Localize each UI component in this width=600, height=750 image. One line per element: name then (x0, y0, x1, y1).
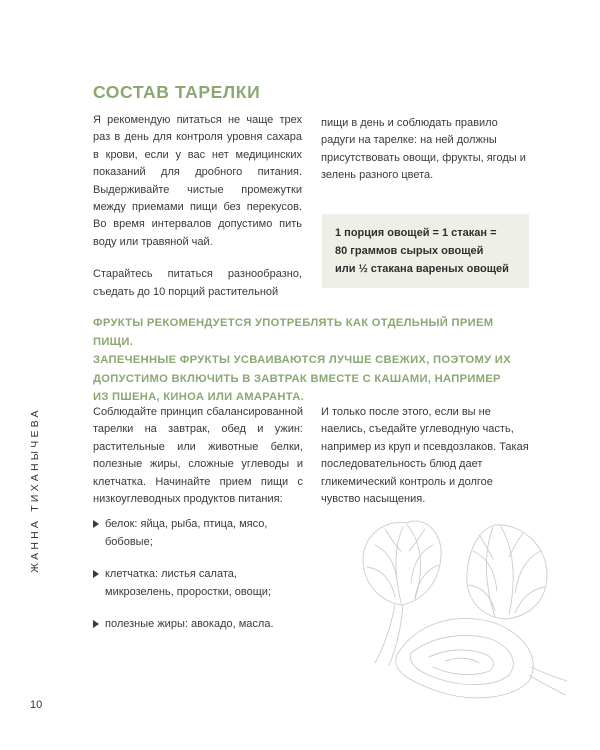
triangle-bullet-icon (93, 570, 99, 578)
callout-line-4: ИЗ ПШЕНА, КИНОА ИЛИ АМАРАНТА. (93, 391, 305, 403)
portion-info-box (322, 214, 529, 288)
list-item-text: белок: яйца, рыба, птица, мясо, бобовые; (105, 518, 268, 548)
column-intro (93, 112, 302, 301)
portion-line-1: 1 порция овощей = 1 стакан = (335, 227, 497, 239)
rainbow-paragraph: пищи в день и соблюдать правило радуги на тарелке: на ней должны присутствовать овощи, фрукты, ягоды и зелень разного цвета. (321, 117, 526, 182)
carbs-paragraph: И только после этого, если вы не наелись, съедайте углеводную часть, например из круп и псевдозлаков. Такая последовательность блюд дает гликемический контроль и долгое чувство насыщения. (321, 406, 529, 506)
artichoke-right-icon (467, 525, 547, 619)
list-item (93, 615, 303, 633)
artichoke-left-icon (363, 521, 441, 665)
column-rainbow (321, 115, 529, 185)
triangle-bullet-icon (93, 620, 99, 628)
triangle-bullet-icon (93, 520, 99, 528)
column-balanced-plate (93, 404, 303, 508)
artichoke-illustration (345, 505, 570, 705)
portion-line-2: 80 граммов сырых овощей (335, 245, 484, 257)
list-item (93, 515, 303, 551)
list-item-text: полезные жиры: авокадо, масла. (105, 618, 274, 630)
page-number: 10 (30, 699, 43, 711)
list-item-text: клетчатка: листья салата, микрозелень, проростки, овощи; (105, 568, 271, 598)
section-title: СОСТАВ ТАРЕЛКИ (93, 82, 261, 102)
intro-paragraph: Я рекомендую питаться не чаще трех раз в день для контроля уровня сахара в крови, если у вас нет медицинских показаний для дробного питания. Выдерживайте чистые промежутки между приемами пищи без перекусов. Во время интервалов допустимо пить воду или травяной чай. (93, 114, 302, 248)
column-carbs (321, 404, 532, 508)
callout-line-2: ЗАПЕЧЕННЫЕ ФРУКТЫ УСВАИВАЮТСЯ ЛУЧШЕ СВЕЖИХ, ПОЭТОМУ ИХ (93, 354, 511, 366)
fruit-callout (93, 314, 533, 407)
author-name: ЖАННА ТИХАНЫЧЕВА (29, 407, 41, 573)
portion-line-3: или ½ стакана вареных овощей (335, 263, 509, 275)
list-item (93, 565, 303, 601)
author-sidebar (28, 300, 42, 680)
balanced-plate-paragraph: Соблюдайте принцип сбалансированной тарелки на завтрак, обед и ужин: растительные или животные белки, полезные жиры, сложные углеводы и клетчатка. Начинайте прием пищи с низкоуглеводных продуктов питания: (93, 406, 303, 506)
callout-line-3: ДОПУСТИМО ВКЛЮЧИТЬ В ЗАВТРАК ВМЕСТЕ С КАШАМИ, НАПРИМЕР (93, 372, 501, 385)
variety-paragraph: Старайтесь питаться разнообразно, съедать до 10 порций растительной (93, 268, 302, 298)
callout-line-1: ФРУКТЫ РЕКОМЕНДУЕТСЯ УПОТРЕБЛЯТЬ КАК ОТДЕЛЬНЫЙ ПРИЕМ ПИЩИ. (93, 317, 494, 348)
artichoke-halved-icon (396, 618, 567, 697)
food-list (93, 515, 303, 647)
